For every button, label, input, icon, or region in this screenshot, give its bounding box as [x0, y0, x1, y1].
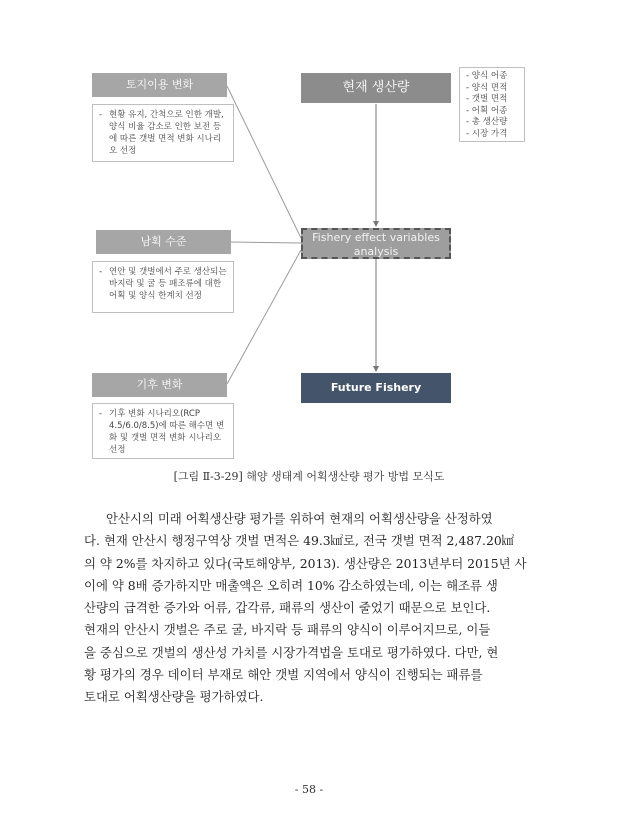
- paragraph-line: 산량의 급격한 증가와 어류, 갑각류, 패류의 생산이 줄었기 때문으로 보인다.: [84, 600, 491, 616]
- paragraph-line: 현재의 안산시 갯벌은 주로 굴, 바지락 등 패류의 양식이 이루어지므로, 이들: [84, 622, 491, 638]
- list-item: - 양식 어종: [466, 71, 508, 81]
- fishing-level-notes: - 연안 및 갯벌에서 주로 생산되는 바지락 및 굴 등 패조류에 대한 어획 및 양식 한계치 선정: [92, 261, 234, 313]
- paragraph-line: 이에 약 8배 증가하지만 매출액은 오히려 10% 감소하였는데, 이는 해조류 생: [84, 577, 498, 593]
- current-production-list: [459, 67, 525, 142]
- climate-notes: - 기후 변화 시나리오(RCP 4.5/6.0/8.5)에 따른 해수면 변화 및 갯벌 면적 변화 시나리오 선정: [92, 403, 234, 459]
- paragraph-line: 의 약 2%를 차지하고 있다(국토해양부, 2013). 생산량은 2013년부터 2015년 사: [84, 555, 527, 571]
- page-number: - 58 -: [294, 783, 324, 796]
- paragraph-line: 다. 현재 안산시 행정구역상 갯벌 면적은 49.3㎢로, 전국 갯벌 면적 2,487.20㎢: [84, 533, 515, 549]
- current-production-box: 현재 생산량: [301, 73, 451, 103]
- body-paragraph: [84, 508, 536, 709]
- land-use-note: 현황 유지, 간척으로 인한 개발, 양식 비율 감소로 인한 보전 등에 따른 갯벌 면적 변화 시나리오 선정: [109, 110, 224, 156]
- figure-caption: [그림 Ⅱ-3-29] 해양 생태계 어획생산량 평가 방법 모식도: [173, 470, 445, 483]
- land-use-box: 토지이용 변화: [92, 73, 227, 97]
- paragraph-line: 황 평가의 경우 데이터 부재로 해안 갯벌 지역에서 양식이 진행되는 패류를: [84, 667, 483, 683]
- list-item: - 갯벌 면적: [466, 94, 508, 104]
- connector-climate: [227, 250, 301, 384]
- paragraph-line: 토대로 어획생산량을 평가하였다.: [84, 689, 264, 705]
- list-item: - 시장 가격: [466, 128, 508, 139]
- list-item: - 총 생산량: [466, 117, 508, 127]
- fishing-level-note: 연안 및 갯벌에서 주로 생산되는 바지락 및 굴 등 패조류에 대한 어획 및 양식 한계치 선정: [109, 267, 227, 301]
- analysis-box: Fishery effect variables analysis: [301, 228, 451, 259]
- climate-box: 기후 변화: [92, 373, 227, 397]
- connector-land-use: [227, 86, 301, 238]
- paragraph-line: 안산시의 미래 어획생산량 평가를 위하여 현재의 어획생산량을 산정하였: [106, 511, 493, 526]
- paragraph-line: 을 중심으로 갯벌의 생산성 가치를 시장가격법을 토대로 평가하였다. 다만, 현: [84, 644, 499, 660]
- land-use-notes: - 현황 유지, 간척으로 인한 개발, 양식 비율 감소로 인한 보전 등에 따른 갯벌 면적 변화 시나리오 선정: [92, 104, 234, 162]
- list-item: - 양식 면적: [466, 82, 508, 93]
- future-fishery-box: Future Fishery: [301, 373, 451, 403]
- climate-note: 기후 변화 시나리오(RCP 4.5/6.0/8.5)에 따른 해수면 변화 및 갯벌 면적 변화 시나리오 선정: [109, 409, 225, 455]
- connector-fishing: [231, 242, 301, 243]
- list-item: - 어획 어종: [466, 105, 508, 116]
- fishing-level-box: 남획 수준: [96, 230, 231, 254]
